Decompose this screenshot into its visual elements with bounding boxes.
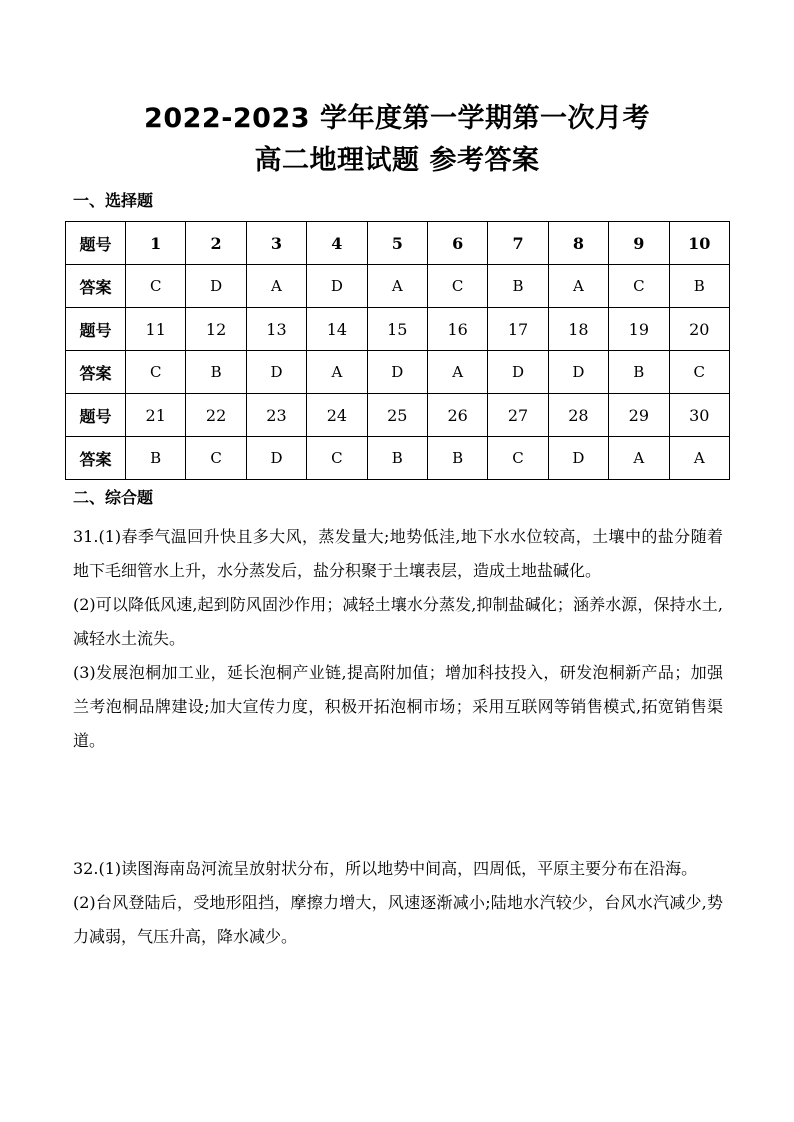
answer-cell: D: [246, 351, 306, 394]
question-number-cell: 26: [427, 394, 487, 437]
question-number-cell: 7: [488, 222, 548, 265]
row-label: 答案: [66, 437, 126, 480]
answer-cell: C: [488, 437, 548, 480]
question-number-cell: 13: [246, 308, 306, 351]
section-heading-choice: 一、选择题: [73, 191, 154, 210]
answer-cell: B: [427, 437, 487, 480]
question-row: [66, 394, 730, 437]
row-label: 答案: [66, 265, 126, 308]
answer-row: [66, 351, 730, 394]
question-number-cell: 24: [307, 394, 367, 437]
answer-cell: D: [307, 265, 367, 308]
question-number-cell: 30: [669, 394, 729, 437]
answer-cell: B: [488, 265, 548, 308]
question-number-cell: 23: [246, 394, 306, 437]
answer-32-part-1: 32.(1)读图海南岛河流呈放射状分布，所以地势中间高，四周低，平原主要分布在沿海。: [73, 859, 698, 878]
answer-cell: C: [307, 437, 367, 480]
answer-cell: B: [126, 437, 186, 480]
answer-row: [66, 265, 730, 308]
answer-cell: C: [186, 437, 246, 480]
answer-cell: B: [669, 265, 729, 308]
question-number-cell: 28: [548, 394, 608, 437]
answer-question-32: [73, 852, 723, 954]
row-label: 答案: [66, 351, 126, 394]
question-row: [66, 222, 730, 265]
answer-32-part-2: (2)台风登陆后，受地形阻挡，摩擦力增大，风速逐渐减小;陆地水汽较少，台风水汽减少,势力减弱，气压升高，降水减少。: [73, 893, 723, 946]
answer-cell: A: [307, 351, 367, 394]
answer-question-31: [73, 520, 723, 758]
section-heading-comprehensive: 二、综合题: [73, 488, 154, 507]
answer-cell: B: [609, 351, 669, 394]
answer-cell: D: [548, 351, 608, 394]
question-row: [66, 308, 730, 351]
answer-31-part-2: (2)可以降低风速,起到防风固沙作用；减轻土壤水分蒸发,抑制盐碱化；涵养水源，保持水土,减轻水土流失。: [73, 595, 723, 648]
answer-cell: C: [126, 351, 186, 394]
row-label: 题号: [66, 222, 126, 265]
question-number-cell: 20: [669, 308, 729, 351]
row-label: 题号: [66, 394, 126, 437]
answer-cell: C: [609, 265, 669, 308]
question-number-cell: 18: [548, 308, 608, 351]
question-number-cell: 29: [609, 394, 669, 437]
answer-cell: D: [246, 437, 306, 480]
answer-cell: D: [488, 351, 548, 394]
question-number-cell: 2: [186, 222, 246, 265]
answer-row: [66, 437, 730, 480]
question-number-cell: 1: [126, 222, 186, 265]
question-number-cell: 10: [669, 222, 729, 265]
question-number-cell: 21: [126, 394, 186, 437]
answer-31-part-1: 31.(1)春季气温回升快且多大风，蒸发量大;地势低洼,地下水水位较高，土壤中的盐分随着地下毛细管水上升，水分蒸发后，盐分积聚于土壤表层，造成土地盐碱化。: [73, 527, 723, 580]
question-number-cell: 3: [246, 222, 306, 265]
answer-cell: C: [126, 265, 186, 308]
answer-cell: C: [669, 351, 729, 394]
answer-cell: B: [367, 437, 427, 480]
answer-cell: D: [186, 265, 246, 308]
page-subtitle: 高二地理试题 参考答案: [254, 145, 540, 176]
answer-cell: D: [548, 437, 608, 480]
question-number-cell: 11: [126, 308, 186, 351]
answer-31-part-3: (3)发展泡桐加工业，延长泡桐产业链,提高附加值；增加科技投入，研发泡桐新产品；加强兰考泡桐品牌建设;加大宣传力度，积极开拓泡桐市场；采用互联网等销售模式,拓宽销售渠道。: [73, 663, 723, 750]
answer-cell: A: [669, 437, 729, 480]
answer-cell: B: [186, 351, 246, 394]
question-number-cell: 16: [427, 308, 487, 351]
answer-cell: C: [427, 265, 487, 308]
answer-cell: A: [609, 437, 669, 480]
question-number-cell: 25: [367, 394, 427, 437]
question-number-cell: 22: [186, 394, 246, 437]
question-number-cell: 27: [488, 394, 548, 437]
answer-cell: A: [548, 265, 608, 308]
answer-cell: A: [246, 265, 306, 308]
question-number-cell: 9: [609, 222, 669, 265]
answer-cell: D: [367, 351, 427, 394]
answer-cell: A: [367, 265, 427, 308]
answer-table: [65, 221, 730, 480]
question-number-cell: 19: [609, 308, 669, 351]
question-number-cell: 15: [367, 308, 427, 351]
row-label: 题号: [66, 308, 126, 351]
page-title: 2022-2023 学年度第一学期第一次月考: [144, 103, 650, 134]
question-number-cell: 14: [307, 308, 367, 351]
answer-cell: A: [427, 351, 487, 394]
question-number-cell: 5: [367, 222, 427, 265]
question-number-cell: 8: [548, 222, 608, 265]
question-number-cell: 4: [307, 222, 367, 265]
question-number-cell: 12: [186, 308, 246, 351]
question-number-cell: 17: [488, 308, 548, 351]
question-number-cell: 6: [427, 222, 487, 265]
